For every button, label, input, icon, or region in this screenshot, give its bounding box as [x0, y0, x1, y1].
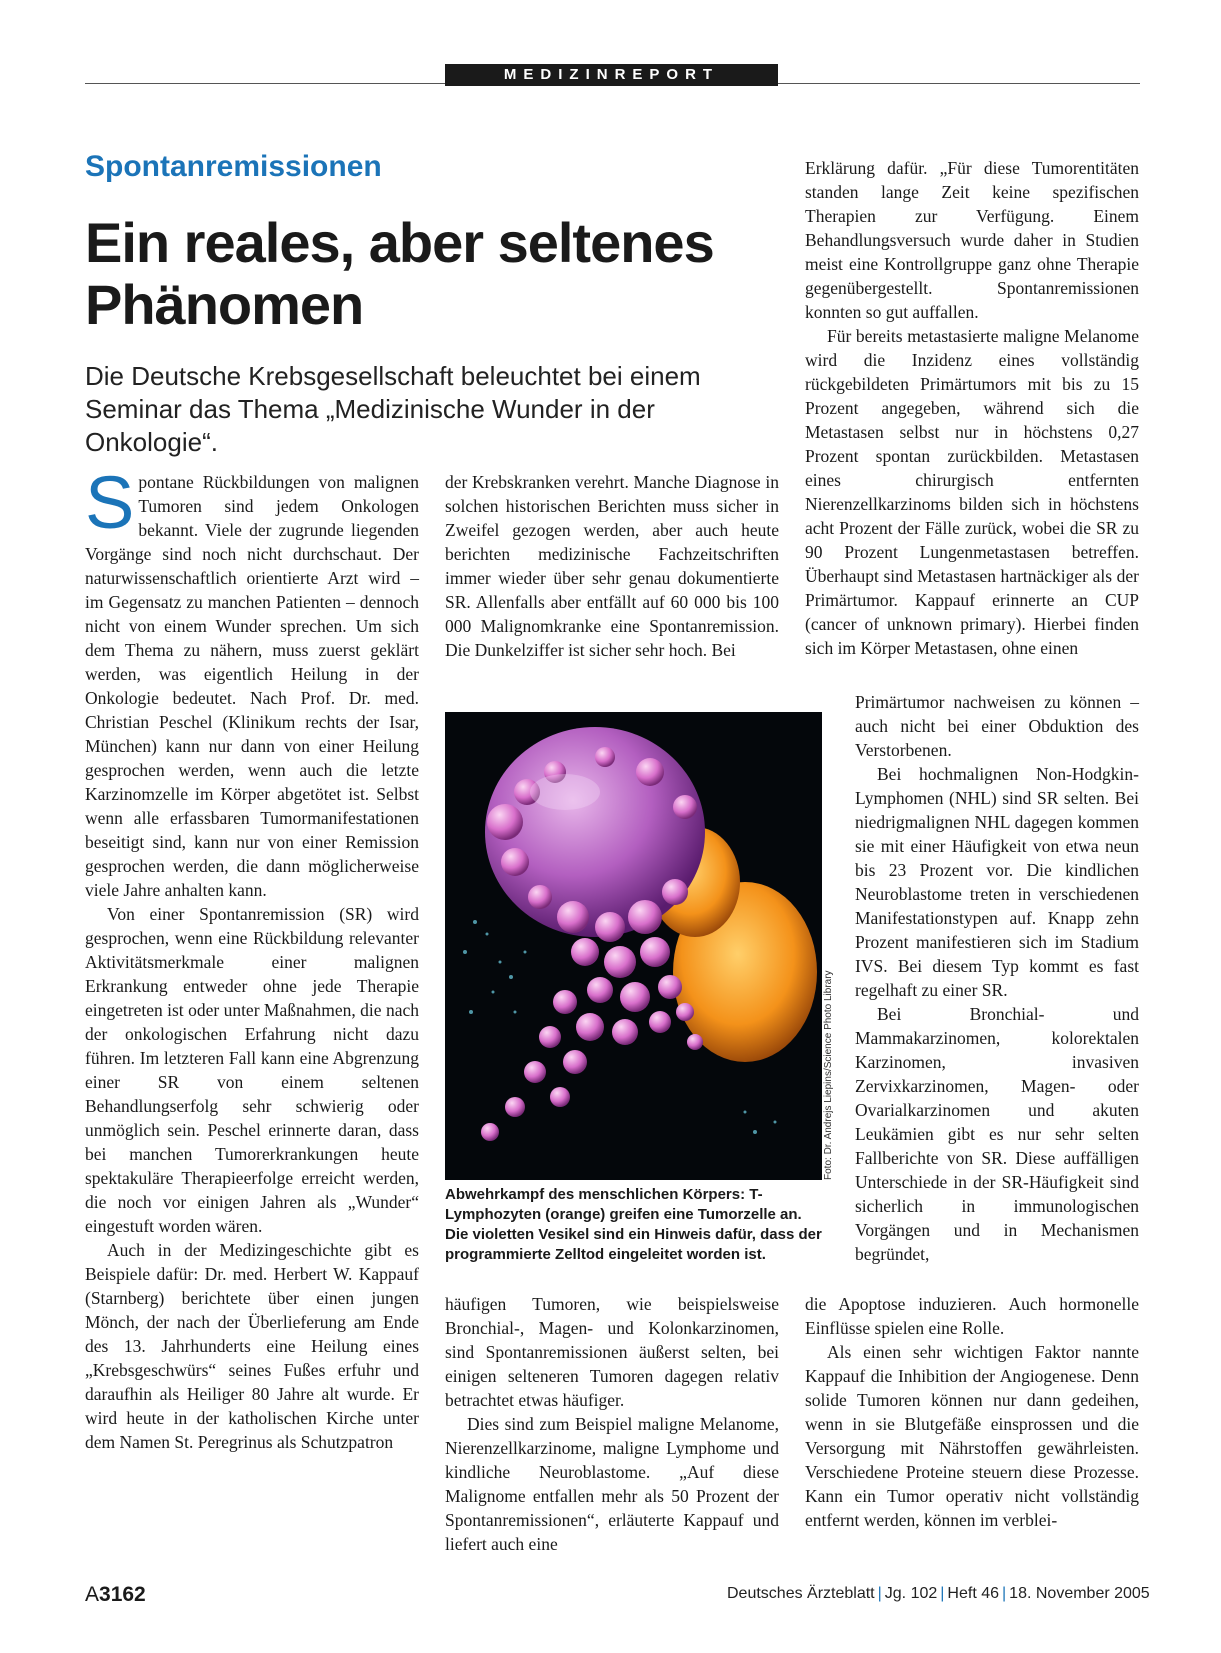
column-3-middle — [855, 690, 1139, 1266]
column-1 — [85, 461, 419, 1454]
column-2-bottom — [445, 1292, 779, 1556]
column-3-bottom — [805, 1292, 1139, 1532]
article-photo — [445, 712, 822, 1180]
column-2-top — [445, 470, 779, 662]
page-prefix: A — [85, 1583, 100, 1606]
section-label: MEDIZINREPORT — [445, 64, 778, 86]
volume: Jg. 102 — [884, 1585, 938, 1602]
paragraph: Auch in der Medizingeschichte gibt es Beispiele dafür: Dr. med. Herbert W. Kappauf (Starnberg) berichtete über einen jungen Mönch, der nach der Überlieferung am Ende des 13. Jahrhunderts eine Heilung eines „Krebsgeschwürs“ seines Fußes erfuhr und daraufhin als Heiliger 80 Jahre alt wurde. Er wird heute in der katholischen Kirche unter dem Namen St. Peregrinus als Schutzpatron — [85, 1240, 419, 1452]
column-3-top — [805, 156, 1139, 660]
paragraph: Primärtumor nachweisen zu können – auch nicht bei einer Obduktion des Verstorbenen. — [855, 692, 1139, 760]
kicker: Spontanremissionen — [85, 150, 382, 183]
paragraph: Bei hochmalignen Non-Hodgkin-Lymphomen (NHL) sind SR selten. Bei niedrigmalignen NHL dagegen kommen sie mit einer Häufigkeit von etwa neun bis 23 Prozent vor. Die kindlichen Neuroblastome treten in verschiedenen Manifestationstypen auf. Knapp zehn Prozent manifestieren sich im Stadium IVS. Bei diesem Typ kommt es fast regelhaft zu einer SR. — [855, 764, 1139, 1000]
headline: Ein reales, aber seltenes Phänomen — [85, 211, 714, 336]
paragraph: häufigen Tumoren, wie beispielsweise Bronchial-, Magen- und Kolonkarzinomen, sind Spontanremissionen äußerst selten, bei einigen selteneren Tumoren dagegen relativ betrachtet etwas häufiger. — [445, 1294, 779, 1410]
paragraph: Von einer Spontanremission (SR) wird gesprochen, wenn eine Rückbildung relevanter Aktivitätsmerkmale einer malignen Erkrankung entweder ohne jede Therapie eingetreten ist oder unter Maßnahmen, die nach der onkologischen Erfahrung nicht dazu führen. Im letzteren Fall kann eine Abgrenzung einer SR von einem seltenen Behandlungserfolg sehr schwierig oder unmöglich sein. Peschel erinnerte daran, dass bei manchen Tumorerkrankungen heute spektakuläre Therapieerfolge erreicht werden, die noch vor einigen Jahren als „Wunder“ eingestuft worden wären. — [85, 904, 419, 1236]
paragraph-text: pontane Rückbildungen von malignen Tumoren sind jedem Onkologen bekannt. Viele der zugrunde liegenden Vorgänge sind noch nicht durchschaut. Der naturwissenschaftlich orientierte Arzt wird – im Gegensatz zu manchen Patienten – dennoch nicht von einem Wunder sprechen. Um sich dem Thema zu nähern, muss zuerst geklärt werden, was eigentlich Heilung in der Onkologie bedeutet. Nach Prof. Dr. med. Christian Peschel (Klinikum rechts der Isar, München) kann nur dann von einer Heilung gesprochen werden, wenn auch die letzte Karzinomzelle im Körper abgetötet ist. Selbst wenn alle erfassbaren Tumormanifestationen beseitigt sind, kann nur von einer Remission gesprochen werden, die dann möglicherweise viele Jahre anhalten kann. — [85, 472, 419, 900]
paragraph: Dies sind zum Beispiel maligne Melanome, Nierenzellkarzinome, maligne Lymphome und kindliche Neuroblastome. „Auf diese Malignome entfallen mehr als 50 Prozent der Spontanremissionen“, erläuterte Kappauf und liefert auch eine — [445, 1414, 779, 1554]
paragraph: die Apoptose induzieren. Auch hormonelle Einflüsse spielen eine Rolle. — [805, 1294, 1139, 1338]
photo-credit: Foto: Dr. Andrejs Liepins/Science Photo Library — [823, 970, 834, 1180]
journal-name: Deutsches Ärzteblatt — [727, 1585, 875, 1602]
paragraph: Bei Bronchial- und Mammakarzinomen, kolorektalen Karzinomen, invasiven Zervixkarzinomen, Magen- oder Ovarialkarzinomen und akuten Leukämien gibt es nur sehr selten Fallberichte von SR. Diese auffälligen Unterschiede in der SR-Häufigkeit sind sicherlich in immunologischen Vorgängen und in Mechanismen begründet, — [855, 1004, 1139, 1264]
drop-cap: S — [85, 461, 135, 544]
paragraph — [85, 461, 419, 902]
paragraph: der Krebskranken verehrt. Manche Diagnose in solchen historischen Berichten muss sicher in Zweifel gezogen werden, aber auch heute berichten medizinische Fachzeitschriften immer wieder über sehr genau dokumentierte SR. Allenfalls aber entfällt auf 60 000 bis 100 000 Malignomkranke eine Spontanremission. Die Dunkelziffer ist sicher sehr hoch. Bei — [445, 472, 779, 660]
issue: Heft 46 — [947, 1585, 1000, 1602]
date: 18. November 2005 — [1009, 1585, 1150, 1602]
page-number-value: 3162 — [99, 1583, 146, 1606]
paragraph: Für bereits metastasierte maligne Melanome wird die Inzidenz eines vollständig rückgebildeten Primärtumors mit bis zu 15 Prozent angegeben, während sich die Metastasen selbst nur in höchstens 0,27 Prozent spontan zurückbilden. Metastasen eines chirurgisch entfernten Nierenzellkarzinoms bilden sich in höchstens acht Prozent der Fälle zurück, wobei die SR zu 90 Prozent Lungenmetastasen betreffen. Überhaupt sind Metastasen hartnäckiger als der Primärtumor. Kappauf erinnerte an CUP (cancer of unknown primary). Hierbei finden sich im Körper Metastasen, ohne einen — [805, 326, 1139, 658]
deck: Die Deutsche Krebsgesellschaft beleuchtet bei einem Seminar das Thema „Medizinische Wunder in der Onkologie“. — [85, 361, 701, 457]
cells-illustration — [445, 712, 822, 1180]
paragraph: Als einen sehr wichtigen Faktor nannte Kappauf die Inhibition der Angiogenese. Denn solide Tumoren können nur dann gedeihen, wenn in sie Blutgefäße einsprossen und die Versorgung mit Nährstoffen gewährleisten. Verschiedene Proteine steuern diese Prozesse. Kann ein Tumor operativ nicht vollständig entfernt werden, können im verblei- — [805, 1342, 1139, 1530]
paragraph: Erklärung dafür. „Für diese Tumorentitäten standen lange Zeit keine spezifischen Therapien zur Verfügung. Einem Behandlungsversuch wurde daher in Studien meist eine Kontrollgruppe ganz ohne Therapie gegenübergestellt. Spontanremissionen konnten so gut auffallen. — [805, 158, 1139, 322]
photo-caption: Abwehrkampf des menschlichen Körpers: T-Lymphozyten (orange) greifen eine Tumorzelle an. Die violetten Vesikel sind ein Hinweis dafür, dass der programmierte Zelltod eingeleitet worden ist. — [445, 1186, 822, 1263]
page-number — [85, 1583, 146, 1607]
publication-info: Deutsches Ärzteblatt | Jg. 102 | Heft 46 | 18. November 2005 — [727, 1585, 1150, 1602]
